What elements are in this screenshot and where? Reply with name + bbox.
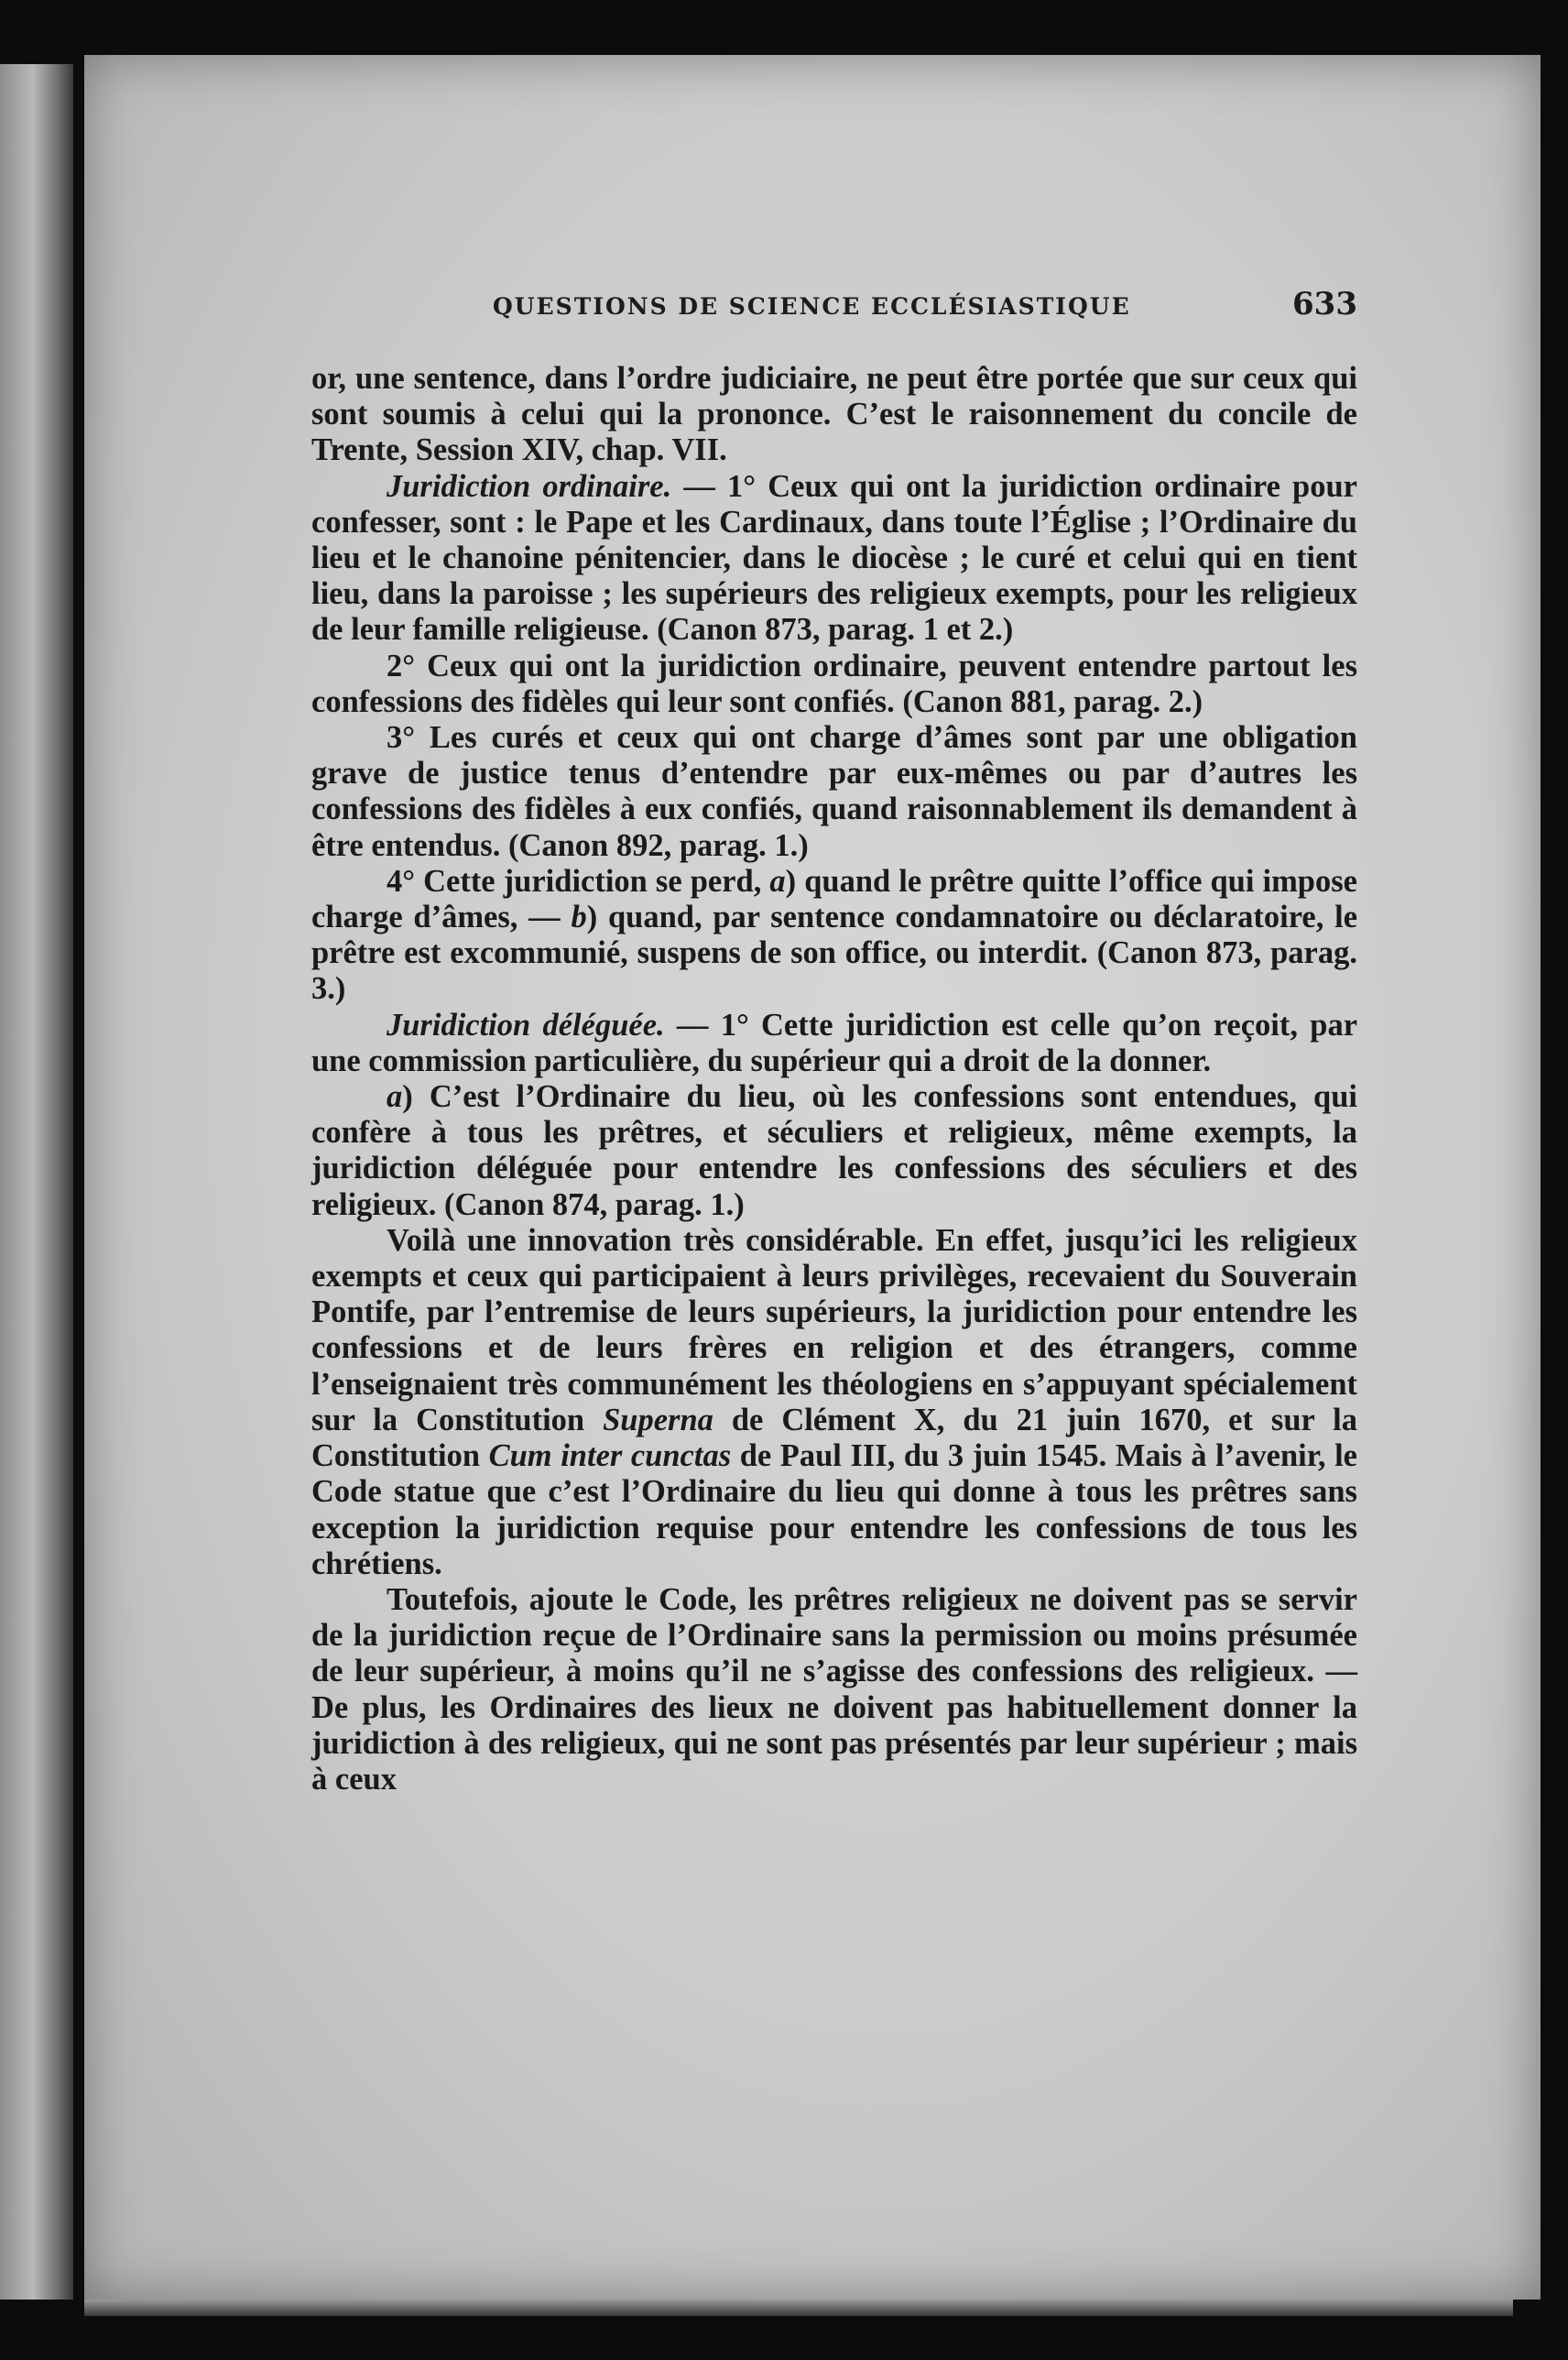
body-text <box>311 361 1357 1797</box>
text-run: de Clément X, du 21 juin 1670, et sur la Constitution <box>311 1402 1357 1474</box>
title-superna: Superna <box>603 1402 713 1437</box>
title-cum-inter-cunctas: Cum inter cunctas <box>488 1438 732 1474</box>
text-run: de Paul III, du 3 juin 1545. Mais à l’avenir, le Code statue que c’est l’Ordinaire du lieu qui donne à tous les prêtres sans exception la juridiction requise pour entendre les confessions de tous les chrétiens. <box>311 1438 1357 1581</box>
paragraph-4: 3° Les curés et ceux qui ont charge d’âmes sont par une obligation grave de justice tenus d’entendre par eux-mêmes ou par d’autres les confessions des fidèles à eux confiés, quand raisonnablement ils demandent à être entendus. (Canon 892, parag. 1.) <box>311 720 1357 863</box>
section-label-ordinary: Juridiction ordinaire. <box>387 468 672 504</box>
paragraph-delegated-jurisdiction <box>311 1008 1357 1079</box>
page-number: 633 <box>1292 286 1357 322</box>
paragraph-ordinary-jurisdiction <box>311 469 1357 649</box>
paragraph-9: Toutefois, ajoute le Code, les prêtres religieux ne doivent pas se servir de la juridiction reçue de l’Ordinaire sans la permission ou moins présumée de leur supérieur, à moins qu’il ne s’agisse des confessions des religieux. — De plus, les Ordinaires des lieux ne doivent pas habituellement donner la juridiction à des religieux, qui ne sont pas présentés par leur supérieur ; mais à ceux <box>311 1581 1357 1797</box>
page-bottom-edge <box>84 2300 1513 2316</box>
paragraph-5 <box>311 864 1357 1008</box>
paragraph-text: — 1° Ceux qui ont la juridiction ordinaire pour confesser, sont : le Pape et les Cardinaux, dans toute l’Église ; l’Ordinaire du lieu et le chanoine pénitencier, dans le diocèse ; le curé et celui qui en tient lieu, dans la paroisse ; les supérieurs des religieux exempts, pour les religieux de leur famille religieuse. (Canon 873, parag. 1 et 2.) <box>311 468 1357 648</box>
text-run: Voilà une innovation très considérable. En effet, jusqu’ici les religieux exempts et ceux qui participaient à leurs privilèges, recevaient du Souverain Pontife, par l’entremise de leurs supérieurs, la juridiction pour entendre les confessions et de leurs frères en religion et des étrangers, comme l’enseignaient très communément les théologiens en s’appuyant spécialement sur la Constitution <box>311 1222 1357 1437</box>
text-run: ) C’est l’Ordinaire du lieu, où les confessions sont entendues, qui confère à tous les prêtres, et séculiers et religieux, même exempts, la juridiction déléguée pour entendre les confessions des séculiers et des religieux. (Canon 874, parag. 1.) <box>311 1079 1357 1222</box>
letter-b: b <box>571 900 587 935</box>
paragraph-7 <box>311 1079 1357 1223</box>
text-run: ) quand le prêtre quitte l’office qui impose charge d’âmes, — <box>311 863 1357 935</box>
running-title: QUESTIONS DE SCIENCE ECCLÉSIASTIQUE <box>493 293 1131 320</box>
running-head <box>311 286 1357 326</box>
section-label-delegated: Juridiction déléguée. <box>387 1007 665 1043</box>
paragraph-3: 2° Ceux qui ont la juridiction ordinaire, peuvent entendre partout les confessions des fidèles qui leur sont confiés. (Canon 881, parag. 2.) <box>311 648 1357 719</box>
text-run: ) quand, par sentence condamnatoire ou déclaratoire, le prêtre est excommunié, suspens de son office, ou interdit. (Canon 873, parag. 3.) <box>311 900 1358 1007</box>
letter-a: a <box>387 1079 403 1115</box>
facing-page-edge <box>0 64 73 2300</box>
paragraph-1: or, une sentence, dans l’ordre judiciaire, ne peut être portée que sur ceux qui sont soumis à celui qui la prononce. C’est le raisonnement du concile de Trente, Session XIV, chap. VII. <box>311 361 1357 468</box>
text-run: 4° Cette juridiction se perd, <box>387 863 770 899</box>
paragraph-text: — 1° Cette juridiction est celle qu’on reçoit, par une commission particulière, du supérieur qui a droit de la donner. <box>311 1007 1358 1078</box>
paragraph-8 <box>311 1223 1357 1582</box>
letter-a: a <box>769 863 786 899</box>
